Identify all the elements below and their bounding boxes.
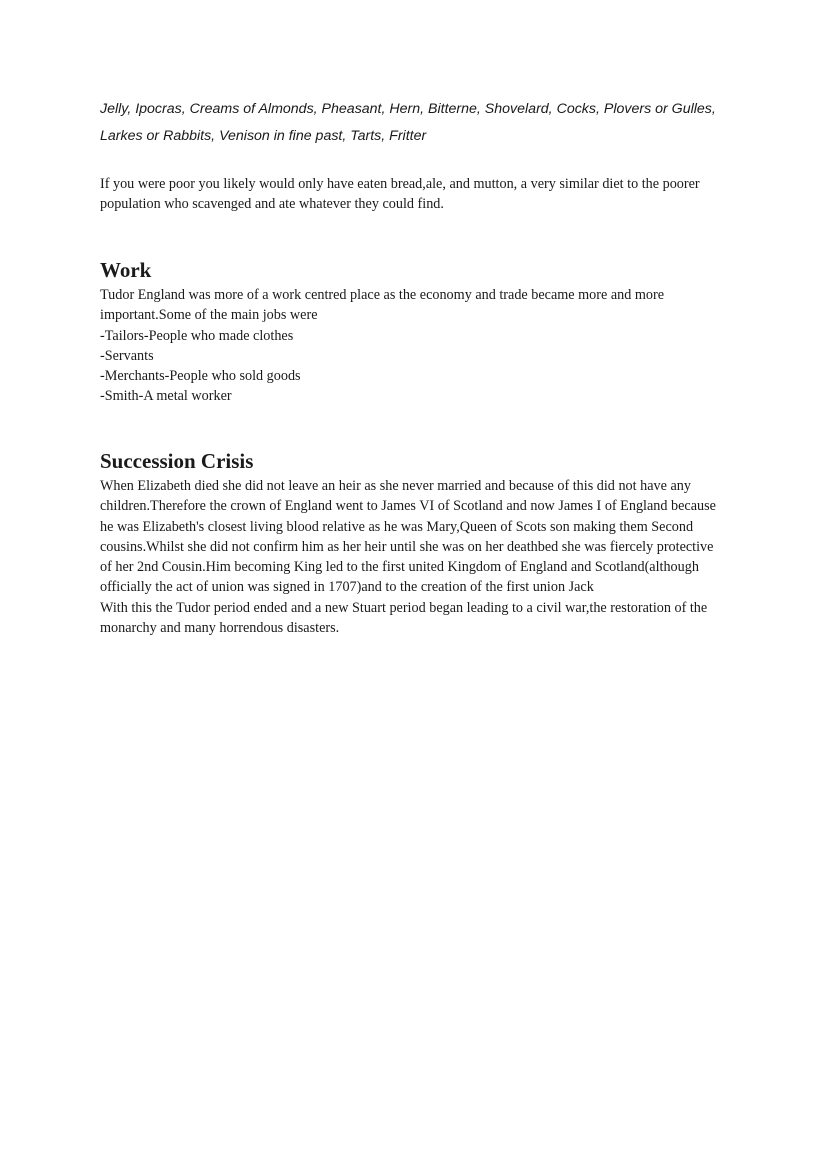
job-list-item: -Merchants-People who sold goods: [100, 368, 301, 385]
work-heading: Work: [100, 258, 152, 282]
job-list-item: -Tailors-People who made clothes: [100, 327, 294, 344]
job-list-item: -Smith-A metal worker: [100, 388, 232, 405]
succession-crisis-heading: Succession Crisis: [100, 449, 254, 473]
succession-section-body: [100, 476, 725, 638]
work-section-body: [100, 285, 725, 407]
poor-diet-paragraph: If you were poor you likely would only have eaten bread,ale, and mutton, a very similar diet to the poorer population who scavenged and ate whatever they could find.: [100, 176, 700, 213]
work-intro-paragraph: Tudor England was more of a work centred place as the economy and trade became more and more important.Some of the main jobs were: [100, 287, 665, 324]
tudor-end-paragraph: With this the Tudor period ended and a new Stuart period began leading to a civil war,the restoration of the monarchy and many horrendous disasters.: [100, 599, 708, 637]
job-list-item: -Servants: [100, 347, 154, 364]
feast-menu-text: Jelly, Ipocras, Creams of Almonds, Pheasant, Hern, Bitterne, Shovelard, Cocks, Plovers or Gulles, Larkes or Rabbits, Venison in fine past, Tarts, Fritter: [100, 101, 716, 144]
succession-paragraph: When Elizabeth died she did not leave an heir as she never married and because of this did not have any children.Therefore the crown of England went to James VI of Scotland and now James I of England because he was Elizabeth's closest living blood relative as he was Mary,Queen of Scots son making them Second cousins.Whilst she did not confirm him as her heir until she was on her deathbed she was fiercely protective of her 2nd Cousin.Him becoming King led to the first united Kingdom of England and Scotland(although officially the act of union was signed in 1707)and to the creation of the first union Jack: [100, 478, 716, 596]
